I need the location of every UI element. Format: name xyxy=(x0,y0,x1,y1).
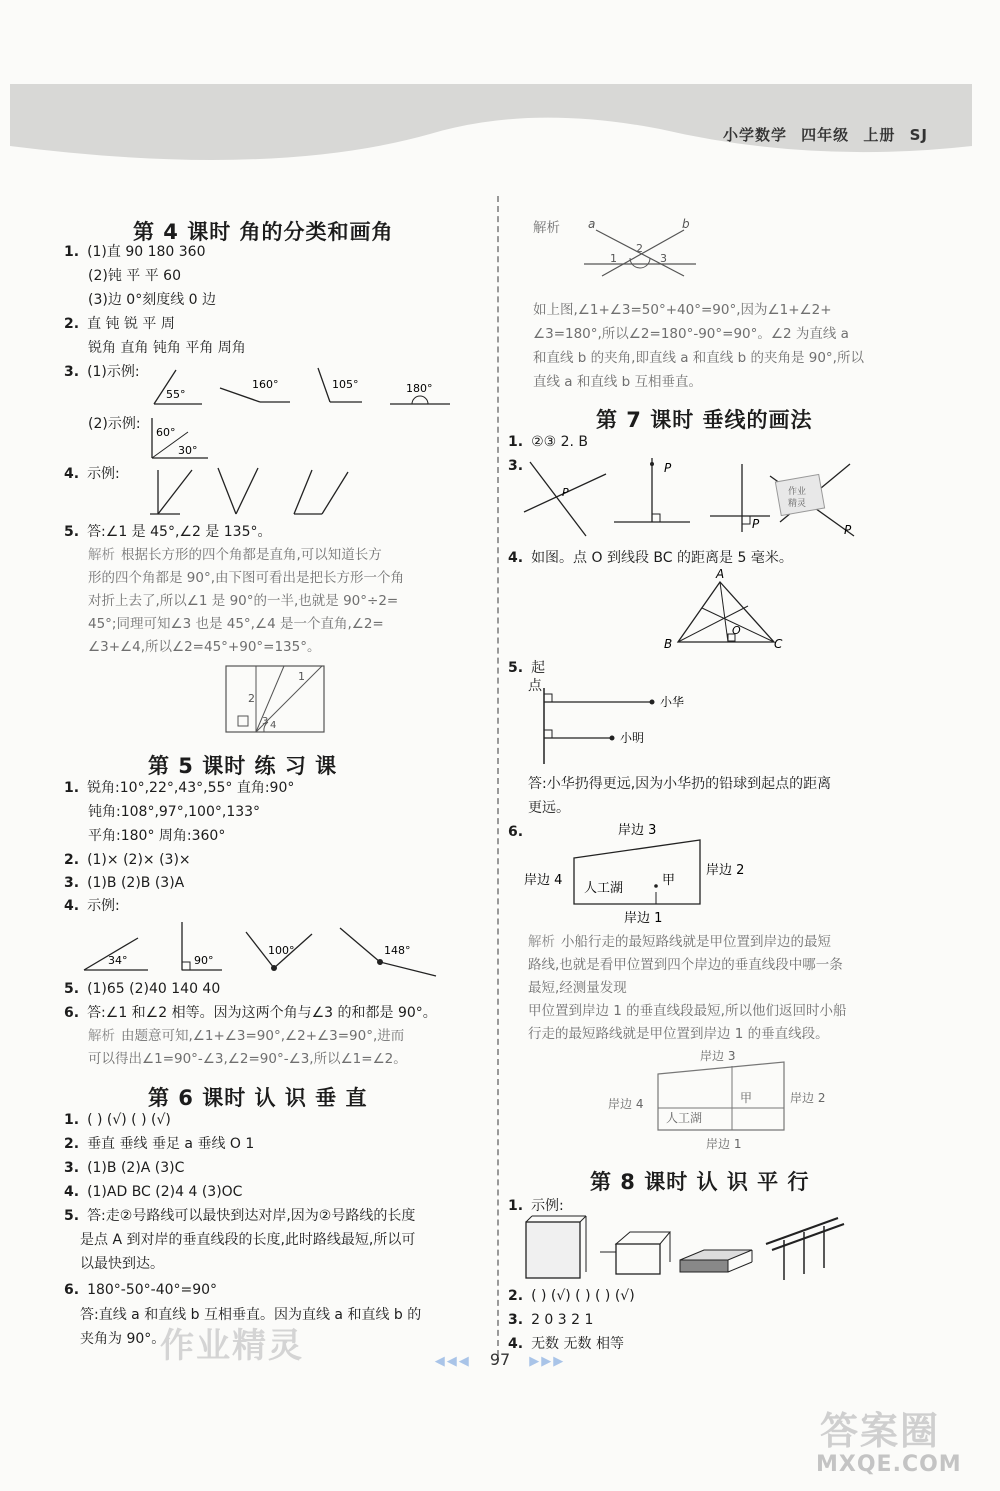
point-label: A xyxy=(716,567,725,581)
answer-text: 示例: xyxy=(87,466,120,482)
answer-text: 更远。 xyxy=(528,800,570,816)
answer-text: (3)边 0°刻度线 0 边 xyxy=(88,292,216,308)
angle-label: 160° xyxy=(252,378,279,391)
item-number: 1. xyxy=(64,1112,80,1128)
lake-figure-2 xyxy=(604,1046,844,1154)
analysis-text: 根据长方形的四个角都是直角,可以知道长方 xyxy=(121,547,382,563)
item-number: 4. xyxy=(508,1336,524,1352)
stamp-text: 精灵 xyxy=(788,499,807,509)
answer-line xyxy=(508,1286,635,1306)
item-number: 1. xyxy=(64,780,80,796)
analysis-text: 甲位置到岸边 1 的垂直线段最短,所以他们返回时小船 xyxy=(528,1003,847,1019)
answer-text: (1)AD BC (2)4 4 (3)OC xyxy=(87,1184,243,1200)
point-label: C xyxy=(774,637,783,651)
angle-label: 90° xyxy=(194,954,214,967)
analysis-text: 行走的最短路线就是甲位置到岸边 1 的垂直线段。 xyxy=(528,1026,829,1042)
answer-text: 示例: xyxy=(531,1198,564,1214)
fig-label: 1 xyxy=(298,670,305,683)
item-number: 2. xyxy=(508,1288,524,1304)
angle-label: 55° xyxy=(166,388,186,401)
analysis-tag: 解析 xyxy=(528,934,555,950)
analysis-text: 如上图,∠1+∠3=50°+40°=90°,因为∠1+∠2+ xyxy=(533,302,832,318)
answer-line xyxy=(64,1280,217,1300)
analysis-line xyxy=(88,545,382,565)
fig-label: 4 xyxy=(270,720,277,731)
answer-text: (1)B (2)A (3)C xyxy=(87,1160,185,1176)
answer-text: (1)B (2)B (3)A xyxy=(87,875,185,891)
answer-line xyxy=(508,432,588,452)
angle-label: 1 xyxy=(610,252,617,265)
angle-label: 105° xyxy=(332,378,359,391)
angle-label: 3 xyxy=(660,252,667,265)
answer-text: 以最快到达。 xyxy=(80,1256,164,1272)
answer-text: 夹角为 90°。 xyxy=(80,1331,166,1347)
answer-line xyxy=(64,1003,437,1023)
item-number: 4. xyxy=(64,1184,80,1200)
answer-text: 锐角:10°,22°,43°,55° 直角:90° xyxy=(87,780,295,796)
item-number: 5. xyxy=(64,1208,80,1224)
item-number: 2. xyxy=(64,852,80,868)
stamp-text: 作业 xyxy=(788,487,807,497)
answer-line xyxy=(64,979,220,999)
analysis-text: 形的四个角都是 90°,由下图可看出是把长方形一个角 xyxy=(88,570,405,586)
answer-line xyxy=(64,522,271,542)
answer-text: 示例: xyxy=(87,898,120,914)
item-number: 6. xyxy=(64,1005,80,1021)
angle-label: 100° xyxy=(268,944,295,957)
item-number: 1. xyxy=(508,434,524,450)
answer-text: 直 钝 锐 平 周 xyxy=(87,316,175,332)
section-title-lesson8: 第 8 课时 认 识 平 行 xyxy=(590,1170,810,1194)
point-label: P xyxy=(562,486,569,499)
angle-label: 60° xyxy=(156,426,176,439)
section-title-lesson4: 第 4 课时 角的分类和画角 xyxy=(133,220,394,244)
prev-arrows-icon: ◀◀◀ xyxy=(434,1354,471,1369)
answer-line xyxy=(64,362,140,382)
answer-text: (1)示例: xyxy=(87,364,140,380)
fig-label: 3 xyxy=(262,716,269,727)
answer-line xyxy=(64,896,120,916)
perpendicular-drawings xyxy=(520,452,860,540)
answer-text: 如图。点 O 到线段 BC 的距离是 5 毫米。 xyxy=(531,550,793,566)
point-label: P xyxy=(664,461,672,475)
shore-label: 岸边 4 xyxy=(608,1097,644,1111)
analysis-line xyxy=(528,932,831,952)
angle-label: 148° xyxy=(384,944,411,957)
answer-text: 180°-50°-40°=90° xyxy=(87,1282,218,1298)
answer-text: 锐角 直角 钝角 平角 周角 xyxy=(88,340,246,356)
answer-text: 答:∠1 是 45°,∠2 是 135°。 xyxy=(87,524,272,540)
name-label: 小明 xyxy=(620,731,645,745)
item-number: 2. xyxy=(64,316,80,332)
next-arrows-icon: ▶▶▶ xyxy=(529,1354,566,1369)
angle-examples-4 xyxy=(78,916,448,978)
answer-line xyxy=(508,1310,593,1330)
answer-text: 起 xyxy=(531,660,546,676)
answer-text: 无数 无数 相等 xyxy=(531,1336,624,1352)
position-label: 甲 xyxy=(662,873,676,888)
analysis-text: 直线 a 和直线 b 互相垂直。 xyxy=(533,374,703,390)
answer-line xyxy=(64,778,294,798)
analysis-text: 和直线 b 的夹角,即直线 a 和直线 b 的夹角是 90°,所以 xyxy=(533,350,864,366)
item-number: 2. xyxy=(64,1136,80,1152)
item-number: 3. xyxy=(508,458,524,474)
item-number: 6. xyxy=(64,1282,80,1298)
lake-label: 人工湖 xyxy=(666,1111,703,1125)
column-divider xyxy=(497,196,499,1356)
item-number: 5. xyxy=(64,524,80,540)
item-number: 1. xyxy=(508,1198,524,1214)
section-title-lesson7: 第 7 课时 垂线的画法 xyxy=(596,408,813,432)
analysis-text: 45°;同理可知∠3 也是 45°,∠4 是一个直角,∠2= xyxy=(88,616,384,632)
answer-text: (1)65 (2)40 140 40 xyxy=(87,981,221,997)
answer-line xyxy=(508,658,545,678)
angle-label: 180° xyxy=(406,382,433,395)
answer-line xyxy=(64,850,191,870)
watermark-url: MXQE.COM xyxy=(816,1452,962,1477)
page-number: 97 xyxy=(489,1350,511,1369)
answer-line xyxy=(64,873,184,893)
point-label: B xyxy=(664,637,673,651)
position-label: 甲 xyxy=(740,1091,753,1105)
section-title-lesson5: 第 5 课时 练 习 课 xyxy=(148,754,338,778)
item-number: 3. xyxy=(64,364,80,380)
triangle-figure xyxy=(660,567,790,652)
answer-text: ( ) (√) ( ) (√) xyxy=(87,1112,171,1128)
shore-label: 岸边 2 xyxy=(706,863,745,878)
name-label: 小华 xyxy=(660,695,685,709)
shore-label: 岸边 3 xyxy=(700,1049,736,1063)
analysis-text: 由题意可知,∠1+∠3=90°,∠2+∠3=90°,进而 xyxy=(121,1028,405,1044)
answer-text: 答:小华扔得更远,因为小华扔的铅球到起点的距离 xyxy=(528,776,832,792)
shore-label: 岸边 1 xyxy=(706,1137,742,1151)
watermark-logo: 答案圈 xyxy=(820,1409,941,1453)
answer-text: (1)直 90 180 360 xyxy=(87,244,206,260)
answer-text: 点 xyxy=(528,678,542,694)
analysis-text: 最短,经测量发现 xyxy=(528,980,627,996)
answer-line xyxy=(64,314,175,334)
lake-label: 人工湖 xyxy=(584,881,624,896)
shore-label: 岸边 1 xyxy=(624,911,663,926)
watermark: 作业精灵 xyxy=(160,1326,304,1366)
shore-label: 岸边 2 xyxy=(790,1091,826,1105)
item-number: 1. xyxy=(64,244,80,260)
analysis-text: 可以得出∠1=90°-∠3,∠2=90°-∠3,所以∠1=∠2。 xyxy=(88,1051,407,1067)
point-label: P xyxy=(844,523,852,537)
angle-examples-2 xyxy=(148,414,218,462)
page-footer xyxy=(400,1350,600,1369)
answer-text: ②③ 2. B xyxy=(531,434,589,450)
analysis-text: 对折上去了,所以∠1 是 90°的一半,也就是 90°÷2= xyxy=(88,593,399,609)
item-number: 4. xyxy=(64,466,80,482)
answer-text: 垂直 垂线 垂足 a 垂线 O 1 xyxy=(87,1136,255,1152)
item-number: 4. xyxy=(508,550,524,566)
line-label: a xyxy=(588,217,596,231)
intersecting-lines-figure xyxy=(580,218,710,276)
answer-text: 答:直线 a 和直线 b 互相垂直。因为直线 a 和直线 b 的 xyxy=(80,1307,422,1323)
point-label: O xyxy=(732,624,741,637)
shore-label: 岸边 4 xyxy=(524,873,563,888)
answer-text: (1)× (2)× (3)× xyxy=(87,852,191,868)
angle-examples-3 xyxy=(140,464,380,520)
answer-text: 是点 A 到对岸的垂直线段的长度,此时路线最短,所以可 xyxy=(80,1232,416,1248)
answer-text: 2 0 3 2 1 xyxy=(531,1312,594,1328)
item-number: 6. xyxy=(508,824,524,840)
item-number: 5. xyxy=(508,660,524,676)
angle-label: 34° xyxy=(108,954,128,967)
analysis-text: ∠3=180°,所以∠2=180°-90°=90°。∠2 为直线 a xyxy=(533,326,849,342)
answer-line xyxy=(64,1134,254,1154)
answer-text: 答:走②号路线可以最快到达对岸,因为②号路线的长度 xyxy=(87,1208,416,1224)
folded-rectangle-figure xyxy=(224,664,328,736)
answer-text: (2)钝 平 平 60 xyxy=(88,268,181,284)
angle-examples-1 xyxy=(140,362,470,412)
answer-text: 钝角:108°,97°,100°,133° xyxy=(88,804,261,820)
analysis-tag: 解析 xyxy=(88,547,115,563)
item-number: 3. xyxy=(508,1312,524,1328)
section-title-lesson6: 第 6 课时 认 识 垂 直 xyxy=(148,1086,368,1110)
answer-line xyxy=(64,1182,242,1202)
answer-text: ( ) (√) ( ) ( ) (√) xyxy=(531,1288,635,1304)
header-subject: 小学数学 四年级 上册 SJ xyxy=(722,126,928,144)
angle-label: 2 xyxy=(636,242,643,255)
analysis-tag: 解析 xyxy=(88,1028,115,1044)
item-number: 4. xyxy=(64,898,80,914)
answer-text: (2)示例: xyxy=(88,416,141,432)
shore-label: 岸边 3 xyxy=(618,823,657,838)
angle-label: 30° xyxy=(178,444,198,457)
answer-text: 平角:180° 周角:360° xyxy=(88,828,226,844)
analysis-text: 小船行走的最短路线就是甲位置到岸边的最短 xyxy=(561,934,831,950)
answer-text: 答:∠1 和∠2 相等。因为这两个角与∠3 的和都是 90°。 xyxy=(87,1005,437,1021)
parallel-objects-figure xyxy=(520,1214,850,1282)
answer-line xyxy=(508,548,793,568)
answer-line xyxy=(64,242,206,262)
line-label: b xyxy=(682,217,690,231)
answer-line xyxy=(64,1206,415,1226)
analysis-line xyxy=(88,1026,404,1046)
lake-figure-1 xyxy=(520,816,760,928)
analysis-text: 路线,也就是看甲位置到四个岸边的垂直线段中哪一条 xyxy=(528,957,843,973)
answer-line xyxy=(64,1158,184,1178)
item-number: 5. xyxy=(64,981,80,997)
item-number: 3. xyxy=(64,875,80,891)
point-label: P xyxy=(752,517,760,531)
analysis-text: ∠3+∠4,所以∠2=45°+90°=135°。 xyxy=(88,639,321,655)
shot-put-figure xyxy=(540,684,720,768)
answer-line xyxy=(64,1110,171,1130)
analysis-tag: 解析 xyxy=(533,220,560,236)
fig-label: 2 xyxy=(248,692,255,705)
item-number: 3. xyxy=(64,1160,80,1176)
answer-line xyxy=(64,464,120,484)
answer-line xyxy=(508,1196,564,1216)
